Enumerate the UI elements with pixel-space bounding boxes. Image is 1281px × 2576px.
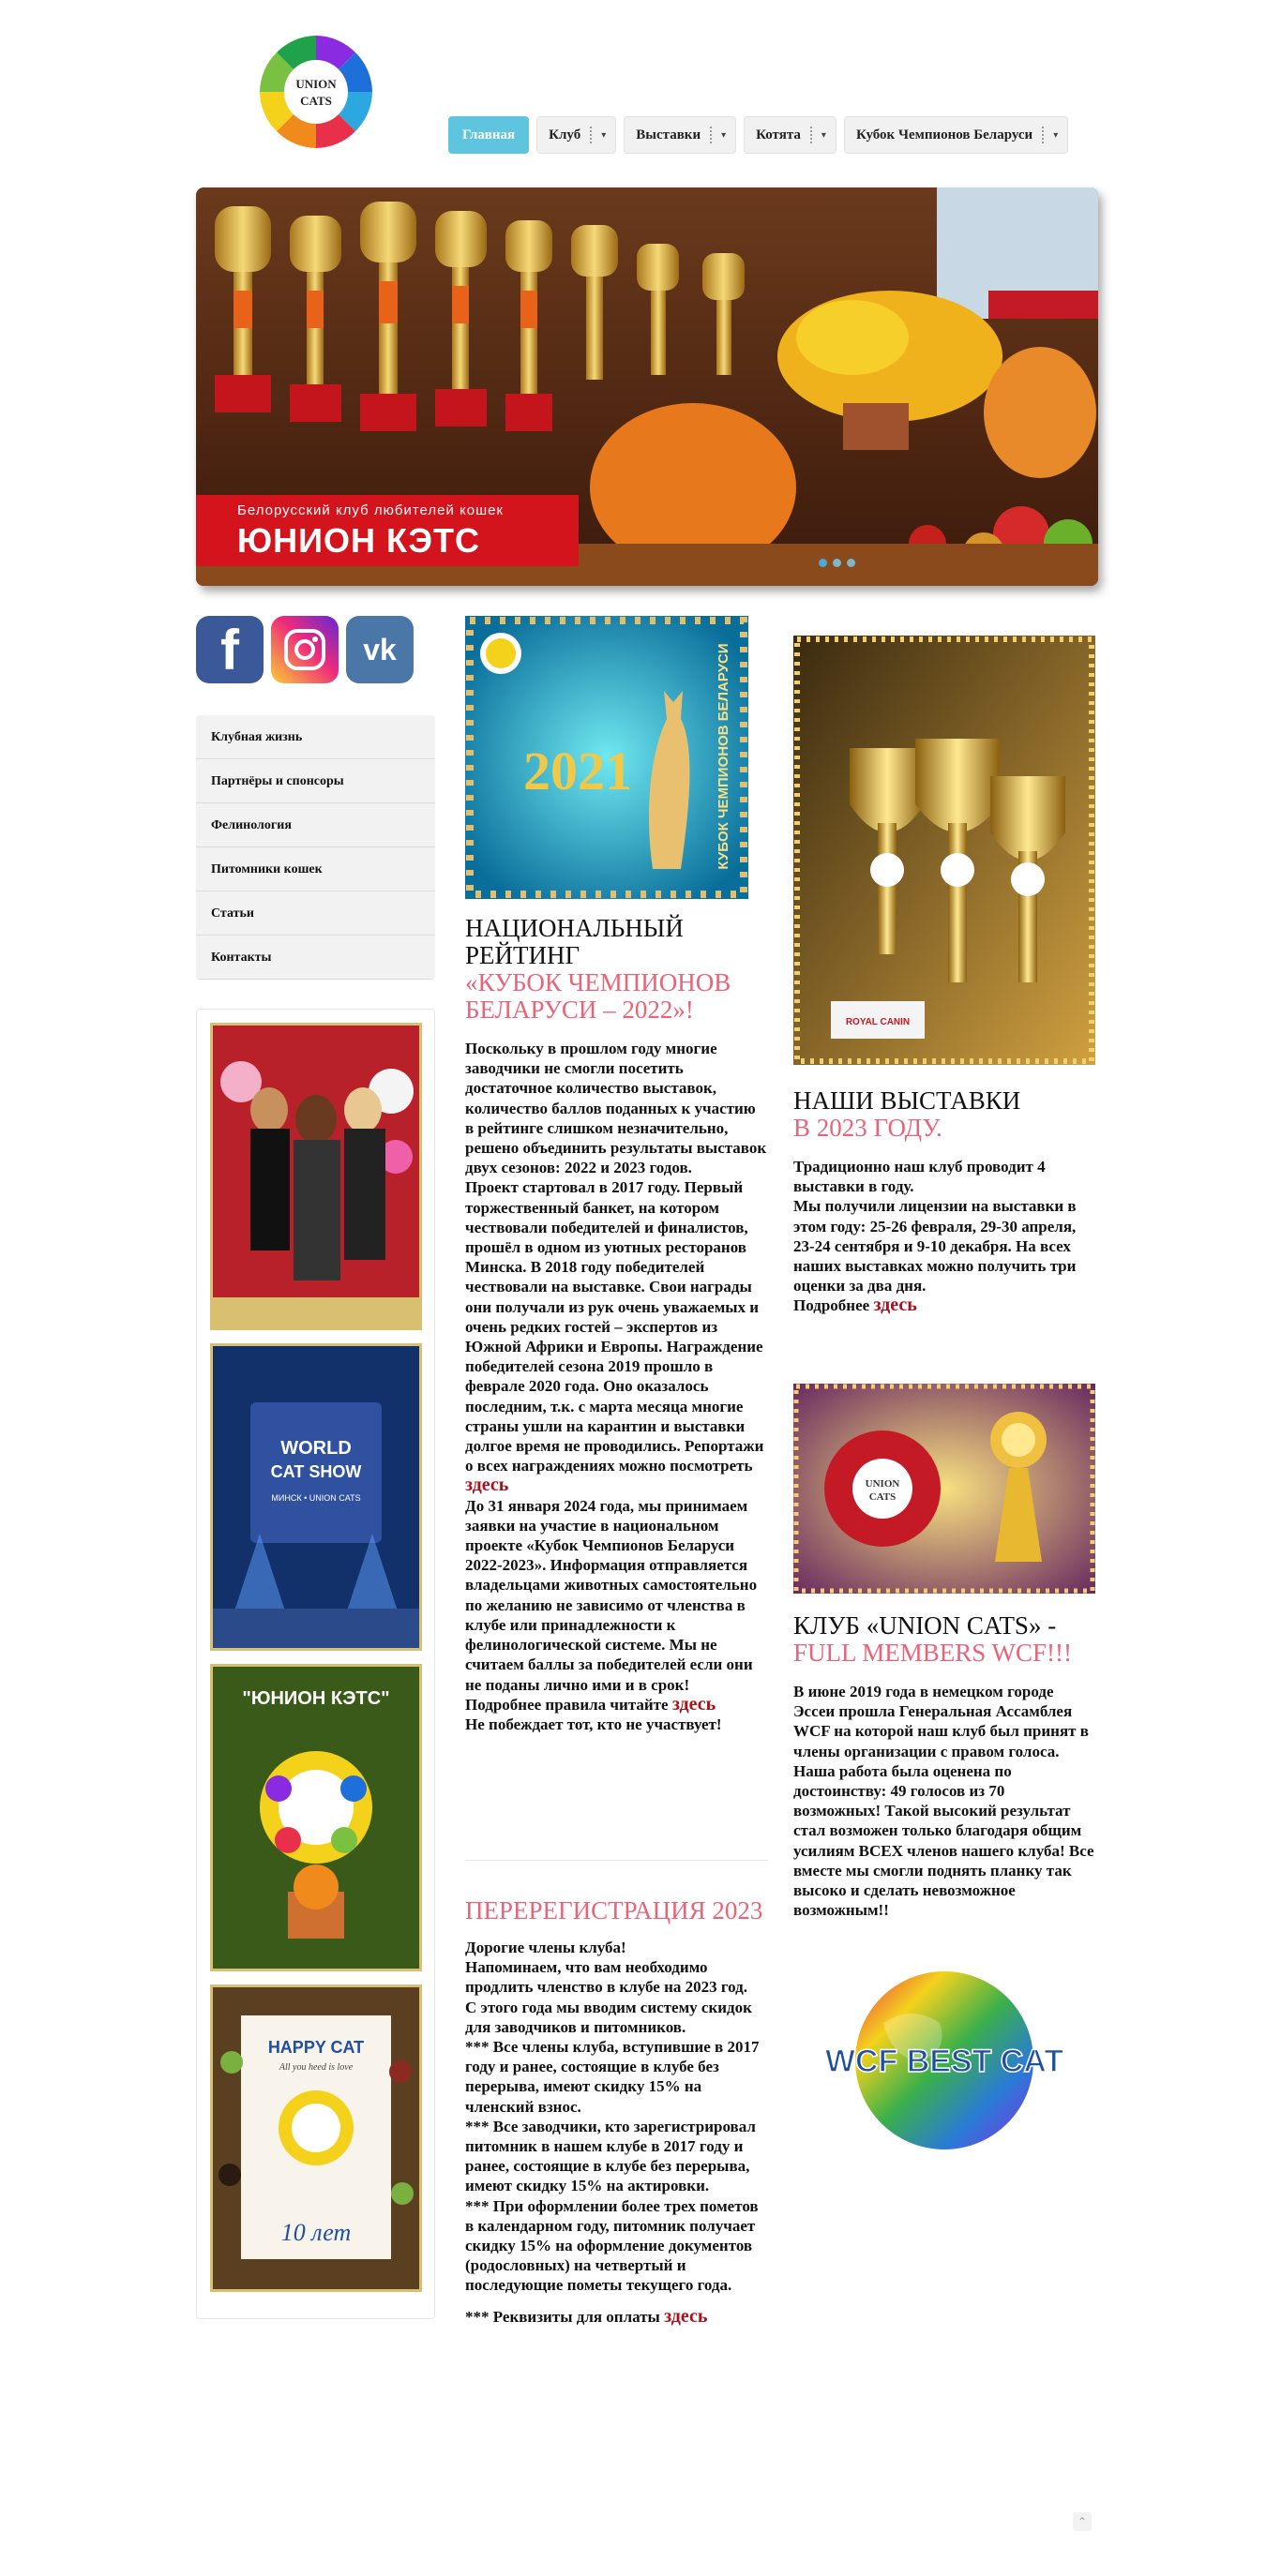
banner-caption — [196, 495, 579, 566]
wcf-logo-union: UNION — [865, 1478, 900, 1490]
gallery-world-text: WORLD — [280, 1438, 352, 1459]
banner-caption-small: Белорусский клуб любителей кошек — [237, 502, 505, 518]
wcf-logo-cats: CATS — [868, 1491, 897, 1503]
gallery-catshow-text: CAT SHOW — [270, 1462, 362, 1481]
wcf-best-cat-text: WCF BEST CAT — [824, 2044, 1064, 2079]
rating-rules-link[interactable]: здесь — [671, 1693, 716, 1715]
slider-dot[interactable] — [847, 559, 855, 567]
reregistration-title: ПЕРЕРЕГИСТРАЦИЯ 2023 — [465, 1896, 763, 1925]
rating-subtitle: «КУБОК ЧЕМПИОНОВ БЕЛАРУСИ – 2022»! — [465, 968, 731, 1024]
section-divider — [465, 1860, 767, 1861]
cup-poster-year: 2021 — [523, 741, 632, 801]
nav-item-label: Клуб — [549, 127, 581, 142]
gallery-union-title: "ЮНИОН КЭТС" — [242, 1688, 390, 1709]
rating-reports-link[interactable]: здесь — [465, 1475, 509, 1496]
cup-poster[interactable] — [465, 616, 767, 899]
chevron-down-icon[interactable]: ▾ — [601, 129, 607, 141]
nav-item-label: Котята — [756, 127, 801, 142]
side-menu-item-catteries[interactable]: Питомники кошек — [196, 847, 435, 891]
logo-graphic — [250, 26, 382, 157]
chevron-down-icon[interactable]: ▾ — [721, 129, 727, 141]
gallery-photo-world-cat-show[interactable] — [210, 1343, 422, 1651]
wcf-best-cat-logo[interactable] — [818, 1967, 1071, 2154]
reregistration-section — [465, 1897, 767, 2327]
rating-paragraph: До 31 января 2024 года, мы принимаем заявки на участие в национальном проекте «Кубок Чемпионов Беларуси 2022-2023». Информация отправляется владельцами животных самостоятельно по желанию не зависимо от членства в клубе или принадлежности к фелинологической системе. Мы не считаем баллы за победителей если они не поданы лично ими и в срок! Подробнее правила читайте — [465, 1496, 758, 1714]
shows-paragraph: Мы получили лицензии на выставки в этом году: 25-26 февраля, 29-30 апреля, 23-24 сентября и 9-10 декабря. На всех наших выставках можно получить три оценки за два дня. — [793, 1197, 1077, 1295]
wcf-subtitle: FULL MEMBERS WCF!!! — [793, 1639, 1073, 1667]
reregistration-paragraph: *** Реквизиты для оплаты — [465, 2307, 660, 2326]
gallery-happycat-sub: All you heed is love — [279, 2062, 354, 2073]
reregistration-paragraph: *** Все заводчики, кто зарегистрировал питомник в нашем клубе в 2017 году и ранее, состоящие в клубе без перерыва, имеют скидку 15% на актировки. — [465, 2117, 756, 2195]
shows-paragraph: Подробнее — [793, 1296, 870, 1315]
rating-title: НАЦИОНАЛЬНЫЙ РЕЙТИНГ — [465, 914, 684, 969]
reregistration-paragraph: С этого года мы вводим систему скидок для заводчиков и питомников. — [465, 1998, 752, 2036]
wcf-title: КЛУБ «UNION CATS» - — [793, 1611, 1057, 1640]
nav-item-label: Кубок Чемпионов Беларуси — [855, 127, 1033, 142]
side-menu-item-felinology[interactable]: Фелинология — [196, 803, 435, 847]
shows-paragraph: Традиционно наш клуб проводит 4 выставки в году. — [793, 1158, 1046, 1196]
gallery-happycat-years: 10 лет — [280, 2219, 352, 2246]
nav-item-label: Главная — [462, 127, 516, 142]
slider-dot[interactable] — [819, 559, 827, 567]
gallery-minsk-text: МИНСК • UNION CATS — [271, 1493, 361, 1503]
social-links — [196, 616, 414, 683]
gallery-happycat-title: HAPPY CAT — [267, 2038, 365, 2057]
reregistration-paragraph: Дорогие члены клуба! — [465, 1939, 626, 1956]
gallery-photo-union-cats[interactable] — [210, 1664, 422, 1971]
gallery-photo-members[interactable] — [210, 1023, 422, 1330]
trophies-photo[interactable] — [793, 636, 1095, 1065]
side-menu-item-partners[interactable]: Партнёры и спонсоры — [196, 759, 435, 803]
wcf-photo[interactable] — [793, 1384, 1095, 1594]
shows-subtitle: В 2023 ГОДУ. — [793, 1114, 942, 1142]
nav-item-label: Выставки — [636, 127, 701, 142]
instagram-icon[interactable] — [271, 616, 339, 683]
rating-section — [465, 915, 767, 1734]
side-menu-item-articles[interactable]: Статьи — [196, 891, 435, 936]
site-logo[interactable] — [250, 26, 382, 157]
logo-text-union: UNION — [295, 77, 337, 91]
slider-dots — [819, 559, 855, 567]
side-menu-item-contacts[interactable]: Контакты — [196, 936, 435, 980]
photo-gallery — [196, 1009, 435, 2319]
reregistration-paragraph: *** При оформлении более трех пометов в календарном году, питомник получает скидку 15% на оформление документов (родословных) на четвертый и последующие пометы текущего года. — [465, 2196, 759, 2295]
trophy-sign-text: ROYAL CANIN — [845, 1017, 911, 1027]
reregistration-paragraph: Напоминаем, что вам необходимо продлить членство в клубе на 2023 год. — [465, 1958, 748, 1997]
gallery-photo-happy-cat[interactable] — [210, 1984, 422, 2292]
rating-paragraph: Поскольку в прошлом году многие заводчики не смогли посетить достаточное количество выставок, количество баллов поданных к участию в рейтинге слишком незначительно, решено объединить результаты выставок двух сезонов: 2022 и 2023 годов. — [465, 1040, 767, 1177]
side-menu-item-club-life[interactable]: Клубная жизнь — [196, 715, 435, 759]
nav-item-kittens[interactable] — [744, 116, 836, 154]
facebook-icon[interactable]: f — [196, 616, 264, 683]
rating-paragraph: Проект стартовал в 2017 году. Первый торжественный банкет, на котором чествовали победителей и финалистов, прошёл в одном из уютных ресторанов Минска. В 2018 году победителей чествовали на выставке. Свои награды они получали из рук очень уважаемых и очень редких гостей – экспертов из Южной Африки и Европы. Награждение победителей сезона 2019 прошло в феврале 2020 года. Оно оказалось последним, т.к. с марта месяца многие страны ушли на карантин и выставки долгое время не проводились. Репортажи о всех награждениях можно посмотреть — [465, 1178, 764, 1475]
cup-poster-vertical: КУБОК ЧЕМПИОНОВ БЕЛАРУСИ — [716, 643, 731, 870]
main-nav — [448, 116, 1068, 154]
logo-text-cats: CATS — [300, 94, 332, 108]
nav-item-shows[interactable] — [624, 116, 736, 154]
shows-more-link[interactable]: здесь — [873, 1295, 917, 1316]
wcf-section — [793, 1612, 1095, 1920]
nav-item-champions-cup[interactable] — [844, 116, 1068, 154]
nav-item-home[interactable] — [448, 116, 529, 154]
shows-title: НАШИ ВЫСТАВКИ — [793, 1086, 1021, 1115]
banner-caption-title: ЮНИОН КЭТС — [237, 521, 481, 560]
reregistration-paragraph: *** Все члены клуба, вступившие в 2017 году и ранее, состоящие в клубе без перерыва, имеют скидку 15% на членский взнос. — [465, 2038, 760, 2116]
chevron-down-icon[interactable]: ▾ — [821, 129, 826, 141]
side-menu — [196, 715, 435, 980]
hero-slider[interactable] — [196, 187, 1098, 586]
slider-dot[interactable] — [833, 559, 841, 567]
nav-item-club[interactable] — [536, 116, 616, 154]
wcf-paragraph: В июне 2019 года в немецком городе Эссеи прошла Генеральная Ассамблея WCF на которой наш клуб был принят в члены организации с правом голоса. Наша работа была оценена по достоинству: 49 голосов из 70 возможных! Такой высокий результат стал возможен только благодаря общим усилиям ВСЕХ членов нашего клуба! Все вместе мы смогли поднять планку так высоко и сделать невозможное возможным!! — [793, 1683, 1094, 1920]
vk-icon[interactable]: vk — [346, 616, 414, 683]
scroll-to-top-icon[interactable]: ⌃ — [1073, 2512, 1092, 2531]
rating-paragraph: Не побеждает тот, кто не участвует! — [465, 1715, 722, 1733]
payment-details-link[interactable]: здесь — [664, 2305, 708, 2327]
shows-section — [793, 1087, 1095, 1316]
chevron-down-icon[interactable]: ▾ — [1053, 129, 1059, 141]
